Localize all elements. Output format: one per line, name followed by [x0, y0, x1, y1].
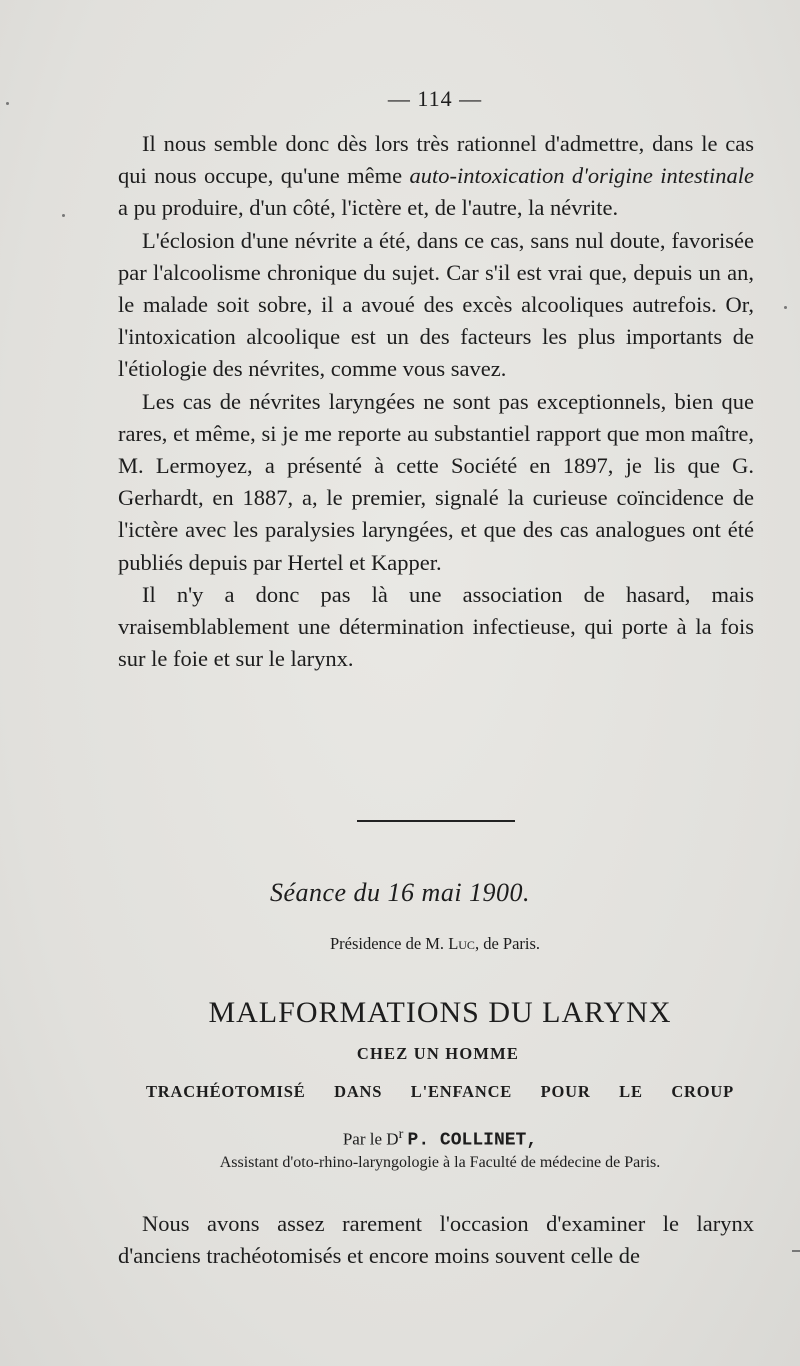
body-text-top [118, 128, 754, 675]
author-affiliation: Assistant d'oto-rhino-laryngologie à la Faculté de médecine de Paris. [219, 1154, 661, 1171]
article-subtitle-2: TRACHÉOTOMISÉ DANS L'ENFANCE POUR LE CROUP [146, 1082, 734, 1101]
paragraph-4: Il n'y a donc pas là une association de hasard, mais vraisemblablement une détermination infectieuse, qui porte à la fois sur le foie et sur le larynx. [118, 581, 754, 672]
author-name: P. COLLINET, [407, 1130, 538, 1151]
body-text-bottom [118, 1208, 754, 1272]
presidence-prefix: Présidence de M. [329, 934, 449, 953]
opening-paragraph: Nous avons assez rarement l'occasion d'examiner le larynx d'anciens trachéotomisés et encore moins souvent celle de [118, 1211, 754, 1269]
author-title-sup: r [398, 1126, 404, 1142]
presidence-name: Luc [448, 934, 475, 953]
paragraph-1-text-b: a pu produire, d'un côté, l'ictère et, de l'autre, la névrite. [118, 195, 619, 221]
author-line [0, 1126, 800, 1151]
article-title: MALFORMATIONS DU LARYNX [208, 996, 672, 1029]
paragraph-1-italic: auto-intoxication d'origine intestinale [409, 163, 754, 189]
margin-speck [6, 102, 9, 105]
session-title: Séance du 16 mai 1900. [269, 878, 531, 907]
paragraph-2: L'éclosion d'une névrite a été, dans ce cas, sans nul doute, favorisée par l'alcoolisme chronique du sujet. Car s'il est vrai que, depuis un an, le malade soit sobre, il a avoué des excès alcooliques autrefois. Or, l'intoxication alcoolique est un des facteurs les plus importants de l'étiologie des névrites, comme vous savez. [118, 227, 754, 382]
author-prefix: Par le D [342, 1129, 399, 1149]
presidence-line [0, 934, 800, 954]
article-subtitle-1: CHEZ UN HOMME [356, 1044, 520, 1063]
margin-speck [784, 306, 787, 309]
paragraph-1-text-a: Il nous semble donc dès lors très rationnel d'admettre, dans le cas qui nous occupe, qu'une même [118, 131, 754, 189]
section-divider [357, 820, 515, 822]
presidence-suffix: , de Paris. [474, 934, 541, 953]
margin-speck [62, 214, 65, 217]
paragraph-3: Les cas de névrites laryngées ne sont pas exceptionnels, bien que rares, et même, si je me reporte au substantiel rapport que mon maître, M. Lermoyez, a présenté à cette Société en 1897, je lis que G. Gerhardt, en 1887, a, le premier, signalé la curieuse coïncidence de l'ictère avec les paralysies laryngées, et que des cas analogues ont été publiés depuis par Hertel et Kapper. [118, 388, 754, 575]
paragraph-1 [118, 128, 754, 225]
page-number: — 114 — [387, 86, 483, 111]
margin-speck [792, 1250, 800, 1252]
